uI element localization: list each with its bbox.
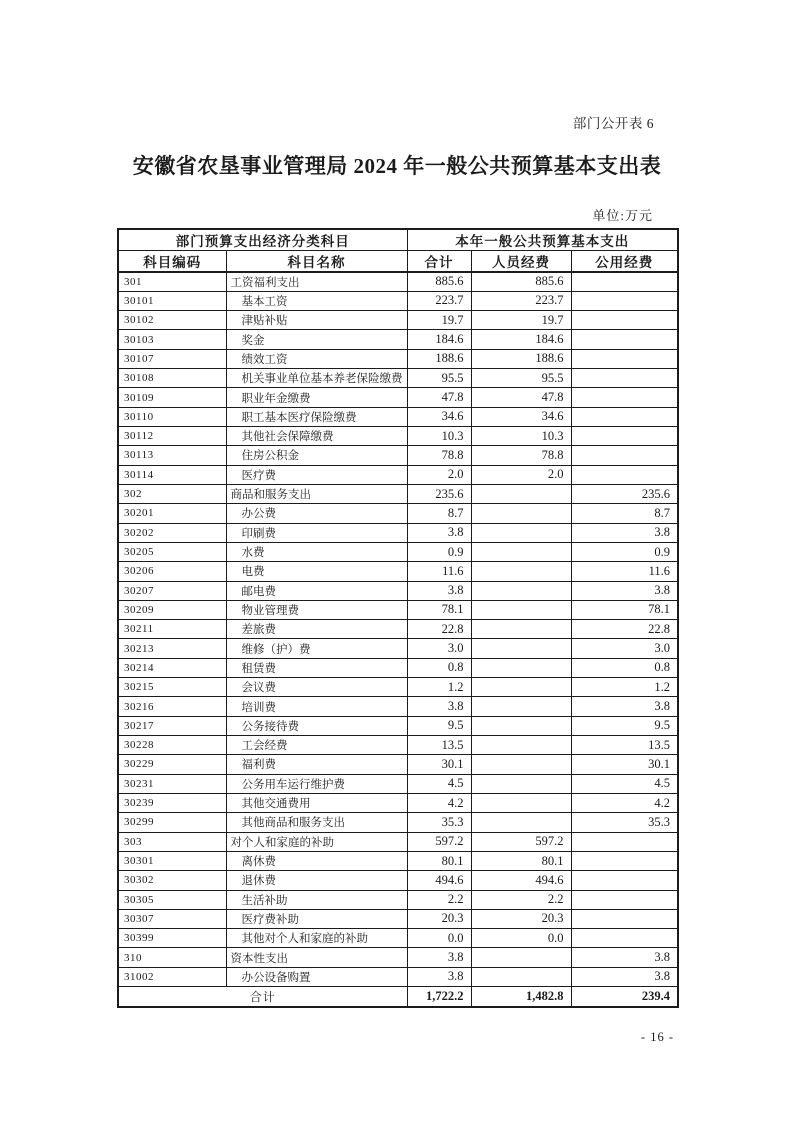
code-cell: 30113 xyxy=(118,446,226,465)
public-cell xyxy=(571,311,678,330)
code-cell: 30108 xyxy=(118,369,226,388)
personnel-cell: 494.6 xyxy=(471,871,571,890)
personnel-cell xyxy=(471,678,571,697)
total-cell: 4.2 xyxy=(407,793,471,812)
table-row xyxy=(118,736,678,755)
name-cell: 公务接待费 xyxy=(226,716,407,735)
column-header-personnel: 人员经费 xyxy=(471,251,571,273)
public-cell: 8.7 xyxy=(571,504,678,523)
code-cell: 30216 xyxy=(118,697,226,716)
personnel-cell: 78.8 xyxy=(471,446,571,465)
personnel-cell: 188.6 xyxy=(471,349,571,368)
table-row xyxy=(118,871,678,890)
header-group-right: 本年一般公共预算基本支出 xyxy=(407,229,678,251)
name-cell: 福利费 xyxy=(226,755,407,774)
public-cell xyxy=(571,369,678,388)
public-cell xyxy=(571,832,678,851)
table-row xyxy=(118,832,678,851)
table-row xyxy=(118,446,678,465)
total-cell: 3.8 xyxy=(407,581,471,600)
unit-label: 单位:万元 xyxy=(592,208,653,223)
name-cell: 物业管理费 xyxy=(226,600,407,619)
personnel-cell xyxy=(471,523,571,542)
table-row xyxy=(118,291,678,310)
code-cell: 30217 xyxy=(118,716,226,735)
public-cell xyxy=(571,388,678,407)
total-sum-cell: 1,722.2 xyxy=(407,987,471,1007)
code-cell: 310 xyxy=(118,948,226,967)
personnel-cell: 95.5 xyxy=(471,369,571,388)
code-cell: 30207 xyxy=(118,581,226,600)
name-cell: 办公费 xyxy=(226,504,407,523)
public-cell: 0.8 xyxy=(571,658,678,677)
page-title: 安徽省农垦事业管理局 2024 年一般公共预算基本支出表 xyxy=(132,154,662,178)
total-cell: 13.5 xyxy=(407,736,471,755)
personnel-cell xyxy=(471,658,571,677)
name-cell: 其他商品和服务支出 xyxy=(226,813,407,832)
personnel-cell: 34.6 xyxy=(471,407,571,426)
public-cell xyxy=(571,291,678,310)
code-cell: 30110 xyxy=(118,407,226,426)
name-cell: 培训费 xyxy=(226,697,407,716)
table-row xyxy=(118,427,678,446)
code-cell: 30202 xyxy=(118,523,226,542)
public-cell: 3.8 xyxy=(571,581,678,600)
table-row xyxy=(118,697,678,716)
personnel-cell xyxy=(471,774,571,793)
public-cell: 0.9 xyxy=(571,542,678,561)
name-cell: 公务用车运行维护费 xyxy=(226,774,407,793)
code-cell: 30299 xyxy=(118,813,226,832)
name-cell: 机关事业单位基本养老保险缴费 xyxy=(226,369,407,388)
personnel-cell xyxy=(471,504,571,523)
total-cell: 188.6 xyxy=(407,349,471,368)
table-row xyxy=(118,388,678,407)
name-cell: 津贴补贴 xyxy=(226,311,407,330)
table-row xyxy=(118,542,678,561)
public-cell: 22.8 xyxy=(571,620,678,639)
total-cell: 34.6 xyxy=(407,407,471,426)
public-cell xyxy=(571,427,678,446)
column-header-public: 公用经费 xyxy=(571,251,678,273)
total-cell: 1.2 xyxy=(407,678,471,697)
code-cell: 30103 xyxy=(118,330,226,349)
personnel-cell: 223.7 xyxy=(471,291,571,310)
name-cell: 工资福利支出 xyxy=(226,272,407,291)
header-group-row xyxy=(118,229,678,251)
table-row xyxy=(118,465,678,484)
name-cell: 住房公积金 xyxy=(226,446,407,465)
public-cell xyxy=(571,272,678,291)
total-cell: 3.8 xyxy=(407,523,471,542)
name-cell: 差旅费 xyxy=(226,620,407,639)
total-cell: 47.8 xyxy=(407,388,471,407)
total-cell: 95.5 xyxy=(407,369,471,388)
total-cell: 0.0 xyxy=(407,929,471,948)
table-row xyxy=(118,774,678,793)
table-row xyxy=(118,581,678,600)
total-cell: 3.8 xyxy=(407,948,471,967)
table-row xyxy=(118,562,678,581)
public-cell xyxy=(571,929,678,948)
name-cell: 退休费 xyxy=(226,871,407,890)
table-row xyxy=(118,967,678,986)
table-row xyxy=(118,620,678,639)
table-row xyxy=(118,658,678,677)
total-cell: 80.1 xyxy=(407,851,471,870)
total-personnel-cell: 1,482.8 xyxy=(471,987,571,1007)
column-header-total: 合计 xyxy=(407,251,471,273)
code-cell: 30109 xyxy=(118,388,226,407)
name-cell: 工会经费 xyxy=(226,736,407,755)
code-cell: 30201 xyxy=(118,504,226,523)
code-cell: 30213 xyxy=(118,639,226,658)
name-cell: 电费 xyxy=(226,562,407,581)
total-cell: 10.3 xyxy=(407,427,471,446)
personnel-cell xyxy=(471,948,571,967)
name-cell: 绩效工资 xyxy=(226,349,407,368)
total-cell: 885.6 xyxy=(407,272,471,291)
total-cell: 0.9 xyxy=(407,542,471,561)
public-cell: 30.1 xyxy=(571,755,678,774)
table-row xyxy=(118,504,678,523)
column-header-name: 科目名称 xyxy=(226,251,407,273)
personnel-cell: 47.8 xyxy=(471,388,571,407)
total-cell: 30.1 xyxy=(407,755,471,774)
table-row xyxy=(118,890,678,909)
name-cell: 生活补助 xyxy=(226,890,407,909)
personnel-cell xyxy=(471,813,571,832)
total-cell: 19.7 xyxy=(407,311,471,330)
public-cell: 13.5 xyxy=(571,736,678,755)
code-cell: 30102 xyxy=(118,311,226,330)
code-cell: 30228 xyxy=(118,736,226,755)
name-cell: 离休费 xyxy=(226,851,407,870)
personnel-cell xyxy=(471,697,571,716)
code-cell: 30215 xyxy=(118,678,226,697)
total-cell: 0.8 xyxy=(407,658,471,677)
table-row xyxy=(118,678,678,697)
personnel-cell xyxy=(471,716,571,735)
doc-label: 部门公开表 6 xyxy=(572,116,654,131)
name-cell: 医疗费补助 xyxy=(226,909,407,928)
code-cell: 30302 xyxy=(118,871,226,890)
total-cell: 4.5 xyxy=(407,774,471,793)
table-row xyxy=(118,330,678,349)
personnel-cell: 20.3 xyxy=(471,909,571,928)
code-cell: 30301 xyxy=(118,851,226,870)
public-cell: 11.6 xyxy=(571,562,678,581)
table-row xyxy=(118,929,678,948)
personnel-cell: 80.1 xyxy=(471,851,571,870)
code-cell: 30231 xyxy=(118,774,226,793)
table-row xyxy=(118,813,678,832)
name-cell: 水费 xyxy=(226,542,407,561)
public-cell: 4.2 xyxy=(571,793,678,812)
name-cell: 职工基本医疗保险缴费 xyxy=(226,407,407,426)
name-cell: 维修（护）费 xyxy=(226,639,407,658)
public-cell: 3.8 xyxy=(571,948,678,967)
personnel-cell: 10.3 xyxy=(471,427,571,446)
name-cell: 办公设备购置 xyxy=(226,967,407,986)
personnel-cell: 2.0 xyxy=(471,465,571,484)
public-cell: 3.8 xyxy=(571,523,678,542)
table-row xyxy=(118,639,678,658)
name-cell: 对个人和家庭的补助 xyxy=(226,832,407,851)
total-cell: 494.6 xyxy=(407,871,471,890)
table-row xyxy=(118,600,678,619)
name-cell: 基本工资 xyxy=(226,291,407,310)
name-cell: 奖金 xyxy=(226,330,407,349)
personnel-cell xyxy=(471,736,571,755)
table-row xyxy=(118,851,678,870)
table-row xyxy=(118,311,678,330)
name-cell: 医疗费 xyxy=(226,465,407,484)
table-row xyxy=(118,272,678,291)
personnel-cell: 885.6 xyxy=(471,272,571,291)
header-group-left: 部门预算支出经济分类科目 xyxy=(118,229,407,251)
personnel-cell xyxy=(471,484,571,503)
code-cell: 30214 xyxy=(118,658,226,677)
code-cell: 30112 xyxy=(118,427,226,446)
name-cell: 资本性支出 xyxy=(226,948,407,967)
total-cell: 184.6 xyxy=(407,330,471,349)
table-row xyxy=(118,523,678,542)
total-cell: 78.1 xyxy=(407,600,471,619)
table-row xyxy=(118,484,678,503)
code-cell: 302 xyxy=(118,484,226,503)
code-cell: 30114 xyxy=(118,465,226,484)
public-cell xyxy=(571,465,678,484)
table-row xyxy=(118,755,678,774)
table-body xyxy=(118,272,678,987)
code-cell: 30205 xyxy=(118,542,226,561)
code-cell: 30209 xyxy=(118,600,226,619)
public-cell: 78.1 xyxy=(571,600,678,619)
total-cell: 11.6 xyxy=(407,562,471,581)
name-cell: 其他社会保障缴费 xyxy=(226,427,407,446)
name-cell: 其他交通费用 xyxy=(226,793,407,812)
header-columns-row xyxy=(118,251,678,273)
code-cell: 30107 xyxy=(118,349,226,368)
total-public-cell: 239.4 xyxy=(571,987,678,1007)
code-cell: 301 xyxy=(118,272,226,291)
code-cell: 30307 xyxy=(118,909,226,928)
code-cell: 30305 xyxy=(118,890,226,909)
total-cell: 35.3 xyxy=(407,813,471,832)
public-cell: 3.8 xyxy=(571,967,678,986)
personnel-cell: 184.6 xyxy=(471,330,571,349)
public-cell: 4.5 xyxy=(571,774,678,793)
code-cell: 30211 xyxy=(118,620,226,639)
table-row xyxy=(118,948,678,967)
public-cell: 9.5 xyxy=(571,716,678,735)
public-cell xyxy=(571,446,678,465)
total-cell: 2.2 xyxy=(407,890,471,909)
column-header-code: 科目编码 xyxy=(118,251,226,273)
table-row xyxy=(118,349,678,368)
personnel-cell xyxy=(471,581,571,600)
code-cell: 30101 xyxy=(118,291,226,310)
page-number: - 16 - xyxy=(640,1030,674,1044)
public-cell: 1.2 xyxy=(571,678,678,697)
total-label-cell: 合计 xyxy=(118,987,407,1007)
total-cell: 3.8 xyxy=(407,967,471,986)
public-cell xyxy=(571,890,678,909)
public-cell: 235.6 xyxy=(571,484,678,503)
name-cell: 印刷费 xyxy=(226,523,407,542)
public-cell: 3.0 xyxy=(571,639,678,658)
total-cell: 3.0 xyxy=(407,639,471,658)
total-cell: 3.8 xyxy=(407,697,471,716)
table-footer xyxy=(118,987,678,1007)
total-cell: 20.3 xyxy=(407,909,471,928)
total-cell: 22.8 xyxy=(407,620,471,639)
personnel-cell xyxy=(471,755,571,774)
code-cell: 31002 xyxy=(118,967,226,986)
public-cell xyxy=(571,851,678,870)
personnel-cell: 2.2 xyxy=(471,890,571,909)
personnel-cell xyxy=(471,793,571,812)
total-cell: 8.7 xyxy=(407,504,471,523)
public-cell xyxy=(571,909,678,928)
public-cell: 35.3 xyxy=(571,813,678,832)
public-cell xyxy=(571,349,678,368)
code-cell: 30239 xyxy=(118,793,226,812)
name-cell: 商品和服务支出 xyxy=(226,484,407,503)
personnel-cell xyxy=(471,639,571,658)
total-cell: 223.7 xyxy=(407,291,471,310)
code-cell: 30229 xyxy=(118,755,226,774)
total-cell: 235.6 xyxy=(407,484,471,503)
code-cell: 30206 xyxy=(118,562,226,581)
personnel-cell xyxy=(471,542,571,561)
name-cell: 邮电费 xyxy=(226,581,407,600)
public-cell xyxy=(571,407,678,426)
name-cell: 会议费 xyxy=(226,678,407,697)
name-cell: 其他对个人和家庭的补助 xyxy=(226,929,407,948)
budget-table xyxy=(117,228,679,1008)
table-row xyxy=(118,716,678,735)
name-cell: 租赁费 xyxy=(226,658,407,677)
total-cell: 2.0 xyxy=(407,465,471,484)
total-cell: 9.5 xyxy=(407,716,471,735)
public-cell xyxy=(571,330,678,349)
total-cell: 78.8 xyxy=(407,446,471,465)
table-row xyxy=(118,793,678,812)
personnel-cell xyxy=(471,967,571,986)
total-cell: 597.2 xyxy=(407,832,471,851)
table-header xyxy=(118,229,678,272)
name-cell: 职业年金缴费 xyxy=(226,388,407,407)
personnel-cell: 0.0 xyxy=(471,929,571,948)
personnel-cell: 19.7 xyxy=(471,311,571,330)
code-cell: 303 xyxy=(118,832,226,851)
public-cell: 3.8 xyxy=(571,697,678,716)
personnel-cell xyxy=(471,562,571,581)
total-row xyxy=(118,987,678,1007)
code-cell: 30399 xyxy=(118,929,226,948)
personnel-cell: 597.2 xyxy=(471,832,571,851)
personnel-cell xyxy=(471,620,571,639)
table-row xyxy=(118,407,678,426)
personnel-cell xyxy=(471,600,571,619)
table-row xyxy=(118,909,678,928)
table-row xyxy=(118,369,678,388)
public-cell xyxy=(571,871,678,890)
